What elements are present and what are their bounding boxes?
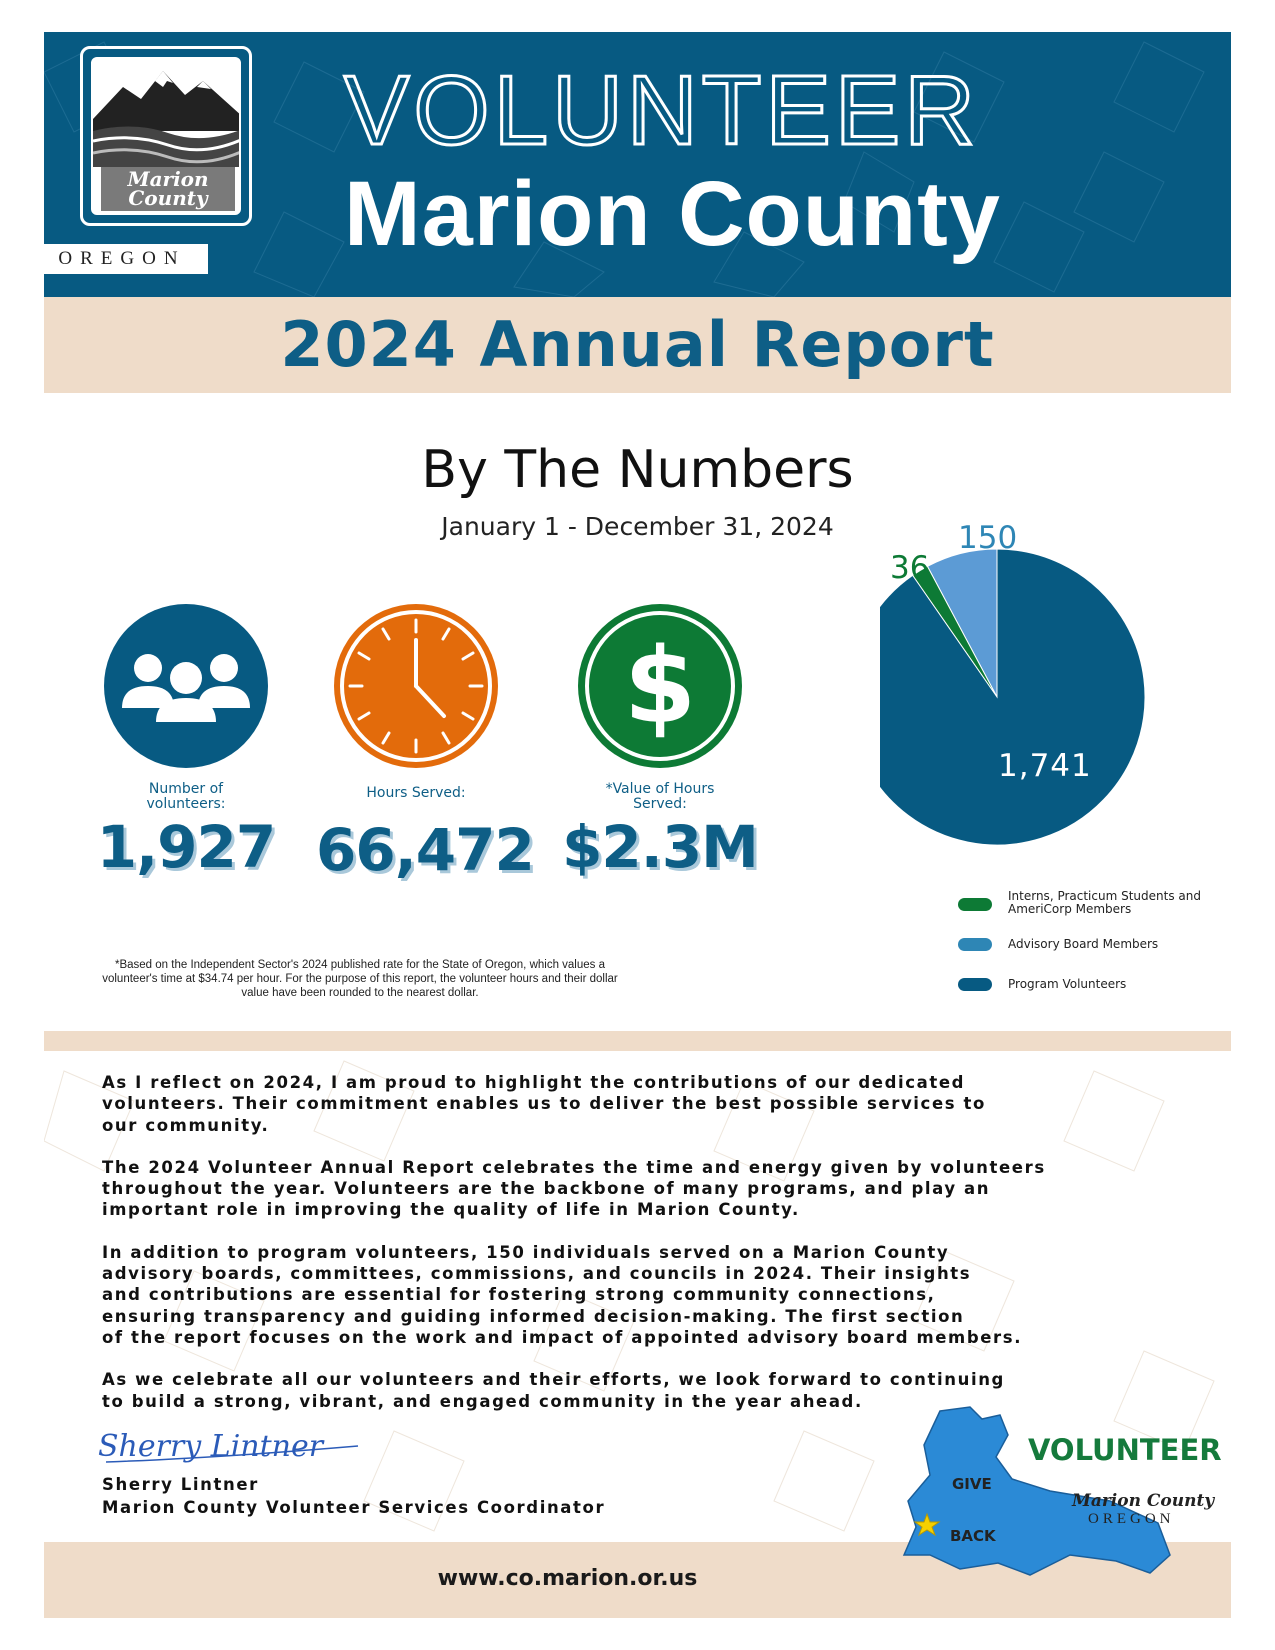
signature-image (96, 1422, 366, 1472)
signer-name: Sherry Lintner (102, 1475, 259, 1494)
stat-value: $2.3M (562, 813, 758, 881)
logo-county-text: Marion County (101, 167, 235, 211)
svg-text:$: $ (623, 625, 697, 747)
logo-state-text: OREGON (36, 244, 208, 274)
legend-label: Interns, Practicum Students and AmeriCorp Members (1008, 889, 1201, 916)
header-title-county: Marion County (344, 163, 1001, 265)
signature-script: Sherry Lintner (98, 1429, 324, 1464)
letter-paragraph: As we celebrate all our volunteers and their efforts, we look forward to continuing to build a strong, vibrant, and engaged community in the year ahead. (102, 1370, 1005, 1411)
badge-give: GIVE (952, 1475, 992, 1493)
section-divider (44, 1031, 1231, 1051)
logo-emblem (91, 57, 241, 215)
stat-label: *Value of Hours Served: (605, 781, 715, 812)
clock-icon (316, 604, 516, 774)
stat-value: 66,472 (316, 816, 534, 884)
legend-label: Advisory Board Members (1008, 937, 1159, 951)
badge-county: Marion County (1072, 1491, 1215, 1511)
stat-label: Hours Served: (366, 785, 466, 801)
dollar-icon (560, 604, 760, 774)
pie-label-advisory: 150 (958, 520, 1018, 556)
header-banner (44, 32, 1231, 297)
legend-swatch (958, 938, 992, 951)
pie-chart-svg (880, 520, 1220, 880)
stat-value-hours (560, 604, 760, 882)
mountain-icon (93, 59, 241, 169)
pie-label-program: 1,741 (998, 748, 1092, 784)
header-title-volunteer: VOLUNTEER (344, 55, 980, 165)
badge-back: BACK (950, 1527, 996, 1545)
pie-slice-program (880, 549, 1145, 845)
people-icon (96, 604, 276, 774)
report-title-band (44, 297, 1231, 393)
stat-hours (316, 604, 534, 885)
letter-body (102, 1072, 1062, 1433)
pie-chart (880, 520, 1220, 880)
badge-title: VOLUNTEER (1028, 1433, 1222, 1467)
report-title: 2024 Annual Report (280, 308, 995, 381)
legend-swatch (958, 898, 992, 911)
stat-volunteers (96, 604, 276, 882)
signer-title: Marion County Volunteer Services Coordinator (102, 1498, 606, 1517)
footnote: *Based on the Independent Sector's 2024 published rate for the State of Oregon, which values a volunteer's time at $34.74 per hour. For the purpose of this report, the volunteer hours and their dollar value have been rounded to the nearest dollar. (102, 959, 618, 999)
website-link[interactable]: www.co.marion.or.us (437, 1566, 698, 1591)
badge-state: OREGON (1088, 1511, 1175, 1527)
letter-paragraph: In addition to program volunteers, 150 individuals served on a Marion County advisory boards, committees, commissions, and councils in 2024. Their insights and contributions are essential for fostering strong community connections, ensuring transparency and guiding informed decision-making. The first section of the report focuses on the work and impact of appointed advisory board members. (102, 1242, 1023, 1347)
legend-item (958, 890, 1218, 930)
volunteer-badge (900, 1405, 1230, 1585)
letter-paragraph: As I reflect on 2024, I am proud to highlight the contributions of our dedicated volunteers. Their commitment enables us to deliver the best possible services to our community. (102, 1073, 986, 1135)
pie-legend (958, 890, 1218, 1010)
legend-item (958, 970, 1218, 1010)
legend-item (958, 930, 1218, 970)
letter-paragraph: The 2024 Volunteer Annual Report celebrates the time and energy given by volunteers throughout the year. Volunteers are the backbone of many programs, and play an important role in improving the quality of life in Marion County. (102, 1157, 1046, 1220)
legend-swatch (958, 978, 992, 991)
pie-label-interns: 36 (890, 550, 930, 586)
stat-label: Number of volunteers: (146, 781, 226, 812)
numbers-date-range: January 1 - December 31, 2024 (441, 512, 834, 541)
county-logo (80, 46, 252, 226)
legend-label: Program Volunteers (1008, 977, 1127, 991)
stat-value: 1,927 (96, 813, 276, 881)
numbers-heading: By The Numbers (421, 440, 854, 500)
